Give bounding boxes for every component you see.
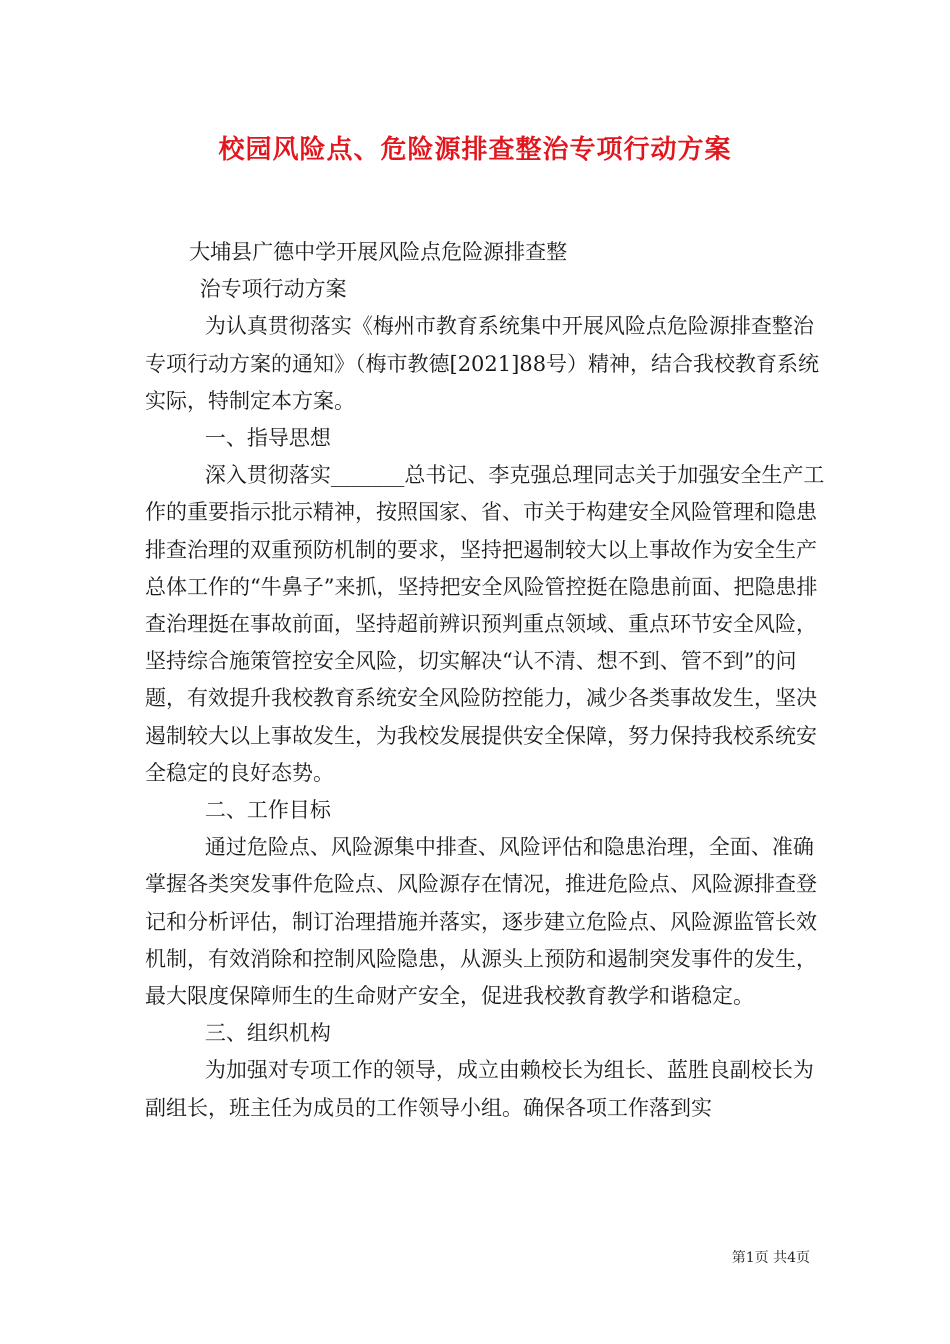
document-title: 校园风险点、危险源排查整治专项行动方案 xyxy=(218,135,732,165)
subtitle-line-1: 大埔县广德中学开展风险点危险源排查整 xyxy=(189,240,568,264)
paragraph-organization: 为加强对专项工作的领导，成立由赖校长为组长、蓝胜良副校长为副组长，班主任为成员的工作领导小组。确保各项工作落到实 xyxy=(145,1058,814,1120)
section-heading-work-goals: 二、工作目标 xyxy=(204,798,331,823)
paragraph-intro: 为认真贯彻落实《梅州市教育系统集中开展风险点危险源排查整治专项行动方案的通知》（梅市教德[2021]88号）精神，结合我校教育系统实际，特制定本方案。 xyxy=(145,314,820,413)
paragraph-work-goals: 通过危险点、风险源集中排查、风险评估和隐患治理，全面、准确掌握各类突发事件危险点、风险源存在情况，推进危险点、风险源排查登记和分析评估，制订治理措施并落实，逐步建立危险点、风险源监管长效机制，有效消除和控制风险隐患，从源头上预防和遏制突发事件的发生，最大限度保障师生的生命财产安全，促进我校教育教学和谐稳定。 xyxy=(145,835,817,1009)
page-number: 第1页 共4页 xyxy=(731,1250,810,1266)
subtitle-line-2: 治专项行动方案 xyxy=(199,277,347,302)
section-heading-organization: 三、组织机构 xyxy=(204,1021,331,1046)
paragraph-guiding-ideology: 深入贯彻落实_______总书记、李克强总理同志关于加强安全生产工作的重要指示批示精神，按照国家、省、市关于构建安全风险管理和隐患排查治理的双重预防机制的要求，坚持把遏制较大以上事故作为安全生产总体工作的“牛鼻子”来抓，坚持把安全风险管控挺在隐患前面、把隐患排查治理挺在事故前面，坚持超前辨识预判重点领域、重点环节安全风险，坚持综合施策管控安全风险，切实解决“认不清、想不到、管不到”的问题，有效提升我校教育系统安全风险防控能力，减少各类事故发生，坚决遏制较大以上事故发生，为我校发展提供安全保障，努力保持我校系统安全稳定的良好态势。 xyxy=(145,463,825,785)
document-body xyxy=(145,234,825,1127)
section-heading-guiding-ideology: 一、指导思想 xyxy=(204,426,331,451)
